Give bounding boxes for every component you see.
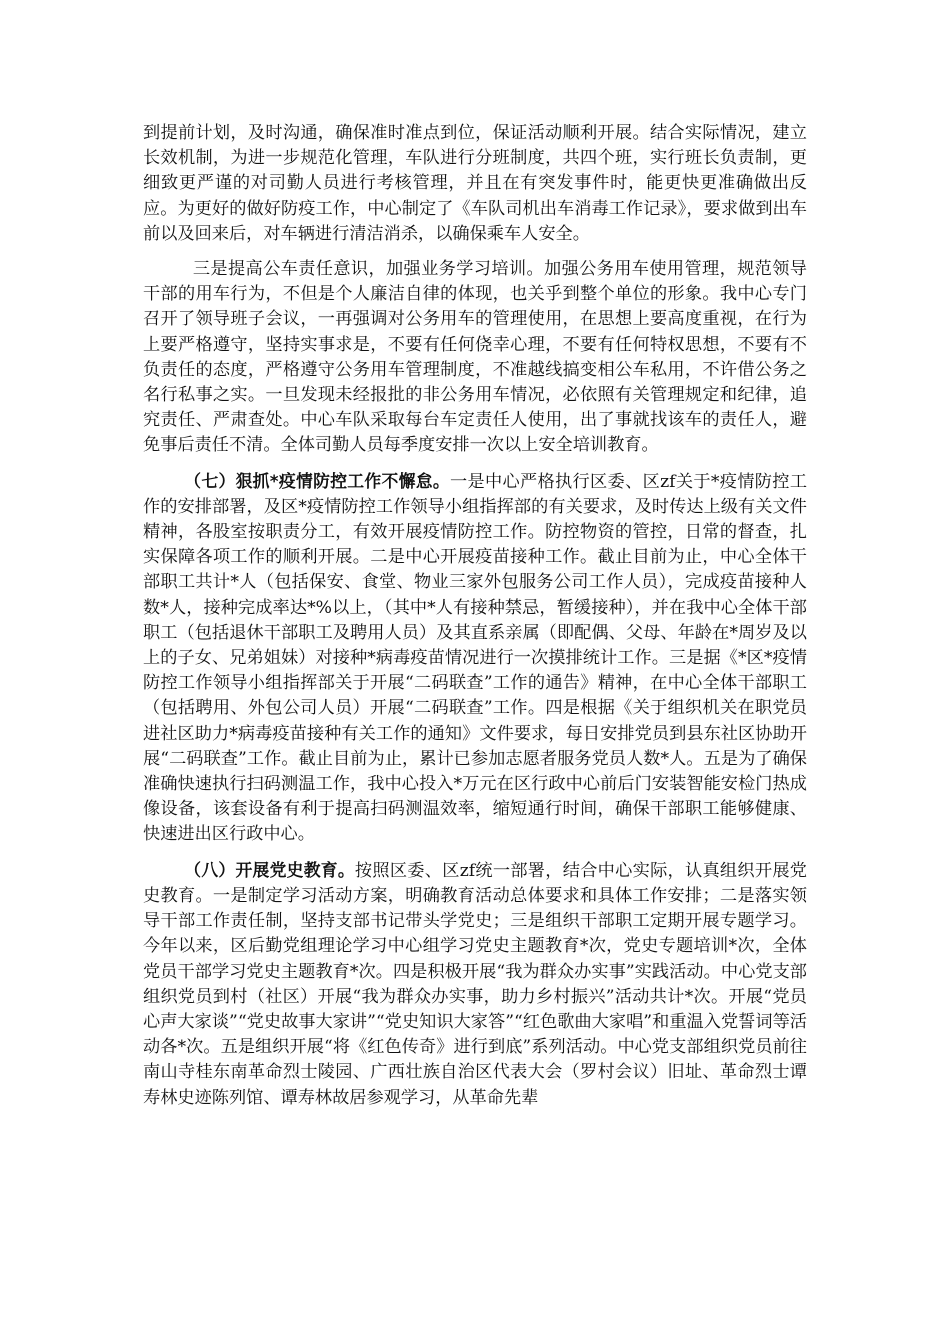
paragraph-epidemic-prevention bbox=[143, 469, 807, 848]
section-heading-7: （七）狠抓*疫情防控工作不懈怠。 bbox=[184, 470, 450, 491]
document-body bbox=[143, 121, 807, 1121]
paragraph-party-history bbox=[143, 858, 807, 1111]
section-body-7: 一是中心严格执行区委、区zf关于*疫情防控工作的安排部署，及区*疫情防控工作领导小组指挥部的有关要求，及时传达上级有关文件精神，各股室按职责分工，有效开展疫情防控工作。防控物资的管控，日常的督查，扎实保障各项工作的顺利开展。二是中心开展疫苗接种工作。截止目前为止，中心全体干部职工共计*人（包括保安、食堂、物业三家外包服务公司工作人员），完成疫苗接种人数*人，接种完成率达*%以上，（其中*人有接种禁忌，暂缓接种），并在我中心全体干部职工（包括退休干部职工及聘用人员）及其直系亲属（即配偶、父母、年龄在*周岁及以上的子女、兄弟姐妹）对接种*病毒疫苗情况进行一次摸排统计工作。三是据《*区*疫情防控工作领导小组指挥部关于开展“二码联查”工作的通告》精神，在中心全体干部职工（包括聘用、外包公司人员）开展“二码联查”工作。四是根据《关于组织机关在职党员进社区助力*病毒疫苗接种有关工作的通知》文件要求，每日安排党员到县东社区协助开展“二码联查”工作。截止目前为止，累计已参加志愿者服务党员人数*人。五是为了确保准确快速执行扫码测温工作，我中心投入*万元在区行政中心前后门安装智能安检门热成像设备，该套设备有利于提高扫码测温效率，缩短通行时间，确保干部职工能够健康、快速进出区行政中心。 bbox=[143, 471, 808, 845]
section-heading-8: （八）开展党史教育。 bbox=[184, 859, 355, 880]
paragraph-vehicle-management: 到提前计划，及时沟通，确保准时准点到位，保证活动顺利开展。结合实际情况，建立长效机制，为进一步规范化管理，车队进行分班制度，共四个班，实行班长负责制，更细致更严谨的对司勤人员进行考核管理，并且在有突发事件时，能更快更准确做出反应。为更好的做好防疫工作，中心制定了《车队司机出车消毒工作记录》，要求做到出车前以及回来后，对车辆进行清洁消杀，以确保乘车人安全。 bbox=[143, 123, 807, 244]
paragraph-public-vehicle-responsibility: 三是提高公车责任意识，加强业务学习培训。加强公务用车使用管理，规范领导干部的用车行为，不但是个人廉洁自律的体现，也关乎到整个单位的形象。我中心专门召开了领导班子会议，一再强调对公务用车的管理使用，在思想上要高度重视，在行为上要严格遵守，坚持实事求是，不要有任何侥幸心理，不要有任何特权思想，不要有不负责任的态度，严格遵守公务用车管理制度，不准越线搞变相公车私用，不许借公务之名行私事之实。一旦发现未经报批的非公务用车情况，必依照有关管理规定和纪律，追究责任、严肃查处。中心车队采取每台车定责任人使用，出了事就找该车的责任人，避免事后责任不清。全体司勤人员每季度安排一次以上安全培训教育。 bbox=[143, 259, 807, 456]
section-body-8: 按照区委、区zf统一部署，结合中心实际，认真组织开展党史教育。一是制定学习活动方案，明确教育活动总体要求和具体工作安排；二是落实领导干部工作责任制，坚持支部书记带头学党史；三是组织干部职工定期开展专题学习。今年以来，区后勤党组理论学习中心组学习党史主题教育*次，党史专题培训*次，全体党员干部学习党史主题教育*次。四是积极开展“我为群众办实事”实践活动。中心党支部组织党员到村（社区）开展“我为群众办实事，助力乡村振兴”活动共计*次。开展“党员心声大家谈”“党史故事大家讲”“党史知识大家答”“红色歌曲大家唱”和重温入党誓词等活动各*次。五是组织开展“将《红色传奇》进行到底”系列活动。中心党支部组织党员前往南山寺桂东南革命烈士陵园、广西壮族自治区代表大会（罗村会议）旧址、革命烈士谭寿林史迹陈列馆、谭寿林故居参观学习，从革命先辈 bbox=[143, 860, 807, 1108]
